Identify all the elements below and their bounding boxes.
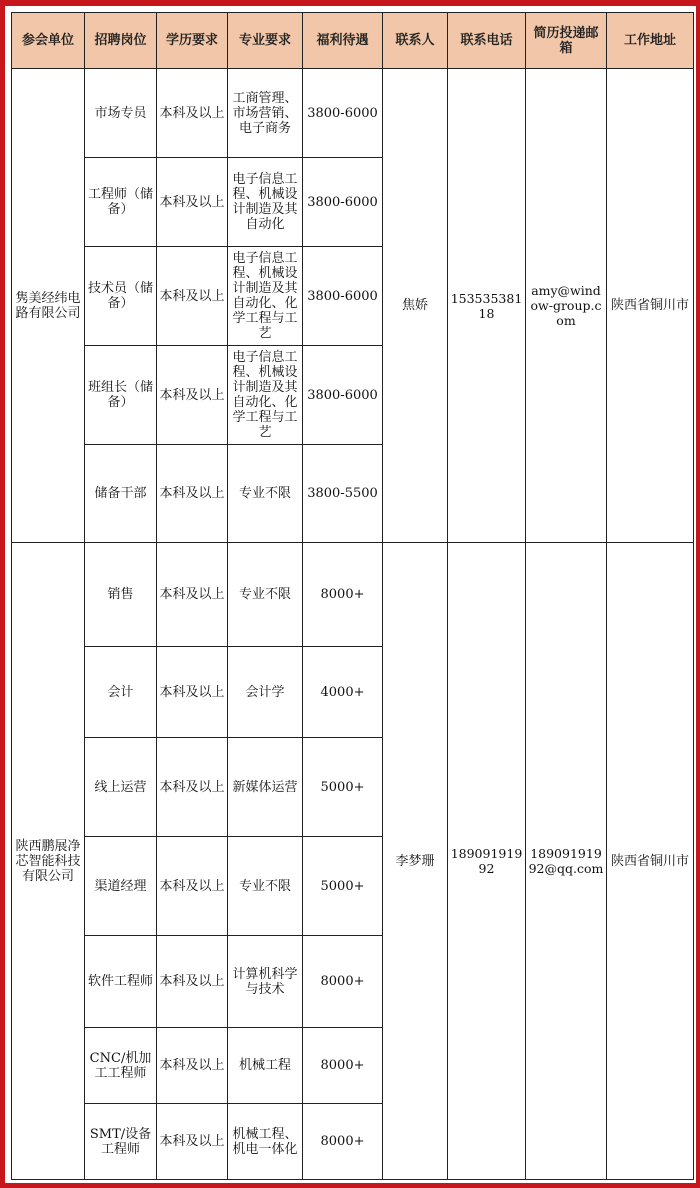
job-salary: 8000+	[303, 543, 383, 647]
contact-phone: 15353538118	[448, 69, 526, 543]
job-education: 本科及以上	[157, 158, 228, 247]
job-major: 电子信息工程、机械设计制造及其自动化	[228, 158, 303, 247]
table-row	[12, 69, 694, 158]
job-education: 本科及以上	[157, 346, 228, 445]
job-education: 本科及以上	[157, 837, 228, 936]
job-position: CNC/机加工工程师	[85, 1028, 157, 1104]
job-salary: 3800-6000	[303, 247, 383, 346]
job-salary: 5000+	[303, 837, 383, 936]
header-address: 工作地址	[607, 13, 694, 69]
header-row	[12, 13, 694, 69]
job-education: 本科及以上	[157, 738, 228, 837]
job-education: 本科及以上	[157, 543, 228, 647]
job-education: 本科及以上	[157, 1028, 228, 1104]
recruitment-table	[11, 12, 694, 1180]
job-salary: 3800-5500	[303, 445, 383, 543]
company-name: 隽美经纬电路有限公司	[12, 69, 85, 543]
job-major: 机械工程	[228, 1028, 303, 1104]
job-salary: 4000+	[303, 647, 383, 738]
job-salary: 3800-6000	[303, 158, 383, 247]
job-major: 专业不限	[228, 543, 303, 647]
job-position: 储备干部	[85, 445, 157, 543]
job-major: 电子信息工程、机械设计制造及其自动化、化学工程与工艺	[228, 346, 303, 445]
job-major: 计算机科学与技术	[228, 936, 303, 1028]
job-position: 销售	[85, 543, 157, 647]
header-company: 参会单位	[12, 13, 85, 69]
job-salary: 8000+	[303, 1028, 383, 1104]
job-position: 班组长（储备）	[85, 346, 157, 445]
job-position: 线上运营	[85, 738, 157, 837]
contact-email[interactable]: amy@window-group.com	[526, 69, 607, 543]
job-salary: 3800-6000	[303, 346, 383, 445]
contact-person: 李梦珊	[383, 543, 448, 1180]
page-frame	[5, 6, 696, 1183]
job-major: 工商管理、市场营销、电子商务	[228, 69, 303, 158]
job-position: 软件工程师	[85, 936, 157, 1028]
job-position: SMT/设备工程师	[85, 1104, 157, 1180]
header-education: 学历要求	[157, 13, 228, 69]
header-major: 专业要求	[228, 13, 303, 69]
job-position: 工程师（储备）	[85, 158, 157, 247]
job-major: 机械工程、机电一体化	[228, 1104, 303, 1180]
job-salary: 5000+	[303, 738, 383, 837]
table-row	[12, 543, 694, 647]
job-position: 市场专员	[85, 69, 157, 158]
job-salary: 8000+	[303, 936, 383, 1028]
header-email: 简历投递邮箱	[526, 13, 607, 69]
job-education: 本科及以上	[157, 936, 228, 1028]
work-address: 陕西省铜川市	[607, 69, 694, 543]
company-name: 陕西鹏展净芯智能科技有限公司	[12, 543, 85, 1180]
job-position: 渠道经理	[85, 837, 157, 936]
job-salary: 8000+	[303, 1104, 383, 1180]
job-major: 会计学	[228, 647, 303, 738]
contact-person: 焦娇	[383, 69, 448, 543]
header-phone: 联系电话	[448, 13, 526, 69]
header-position: 招聘岗位	[85, 13, 157, 69]
header-salary: 福利待遇	[303, 13, 383, 69]
job-major: 专业不限	[228, 837, 303, 936]
job-major: 电子信息工程、机械设计制造及其自动化、化学工程与工艺	[228, 247, 303, 346]
job-position: 会计	[85, 647, 157, 738]
job-major: 专业不限	[228, 445, 303, 543]
contact-email[interactable]: 18909191992@qq.com	[526, 543, 607, 1180]
contact-phone: 18909191992	[448, 543, 526, 1180]
job-position: 技术员（储备）	[85, 247, 157, 346]
job-education: 本科及以上	[157, 445, 228, 543]
work-address: 陕西省铜川市	[607, 543, 694, 1180]
job-education: 本科及以上	[157, 247, 228, 346]
job-salary: 3800-6000	[303, 69, 383, 158]
job-education: 本科及以上	[157, 1104, 228, 1180]
header-contact: 联系人	[383, 13, 448, 69]
job-education: 本科及以上	[157, 69, 228, 158]
job-major: 新媒体运营	[228, 738, 303, 837]
job-education: 本科及以上	[157, 647, 228, 738]
